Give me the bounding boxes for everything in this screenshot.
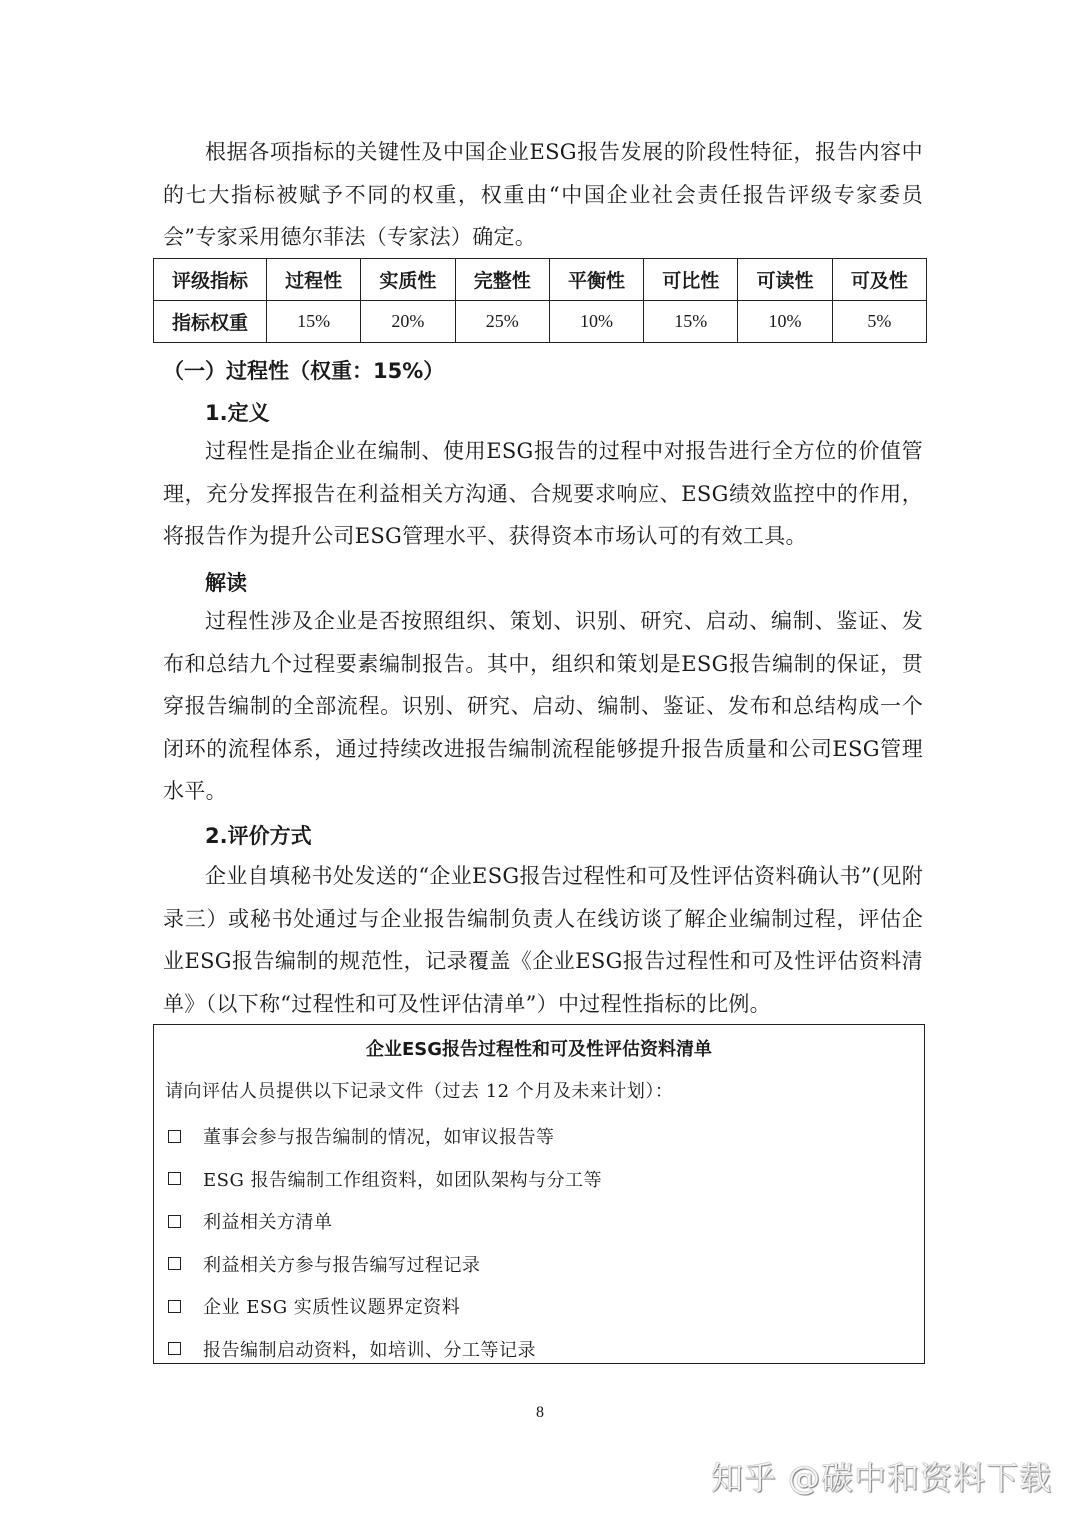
checklist-item <box>165 1158 602 1201</box>
checklist-item <box>165 1200 602 1243</box>
weight-comparability: 15% <box>644 301 738 343</box>
definition-paragraph: 过程性是指企业在编制、使用ESG报告的过程中对报告进行全方位的价值管理，充分发挥报告在利益相关方沟通、合规要求响应、ESG绩效监控中的作用，将报告作为提升公司ESG管理水平、获得资本市场认可的有效工具。 <box>163 439 923 548</box>
evaluation-heading: 2.评价方式 <box>205 824 312 848</box>
col-name-materiality: 实质性 <box>361 259 455 301</box>
checklist-item <box>165 1115 602 1158</box>
evaluation-paragraph: 企业自填秘书处发送的“企业ESG报告过程性和可及性评估资料确认书”(见附录三）或秘书处通过与企业报告编制负责人在线访谈了解企业编制过程，评估企业ESG报告编制的规范性，记录覆盖《企业ESG报告过程性和可及性评估资料清单》（以下称“过程性和可及性评估清单”）中过程性指标的比例。 <box>163 864 923 1016</box>
watermark: 知乎 @碳中和资料下载 <box>710 1459 1052 1497</box>
col-name-completeness: 完整性 <box>455 259 549 301</box>
header-label-cell: 评级指标 <box>154 259 267 301</box>
col-name-comparability: 可比性 <box>644 259 738 301</box>
interpretation-paragraph: 过程性涉及企业是否按照组织、策划、识别、研究、启动、编制、鉴证、发布和总结九个过程要素编制报告。其中，组织和策划是ESG报告编制的保证，贯穿报告编制的全部流程。识别、研究、启动、编制、鉴证、发布和总结构成一个闭环的流程体系，通过持续改进报告编制流程能够提升报告质量和公司ESG管理水平。 <box>163 609 923 803</box>
checklist-item <box>165 1328 602 1371</box>
checkbox-square-icon <box>168 1215 181 1228</box>
col-name-balance: 平衡性 <box>549 259 643 301</box>
weights-header-row <box>154 259 927 301</box>
weights-value-row <box>154 301 927 343</box>
checkbox-square-icon <box>168 1300 181 1313</box>
definition-heading: 1.定义 <box>205 401 270 425</box>
checklist-item-label: 董事会参与报告编制的情况，如审议报告等 <box>203 1127 555 1149</box>
weight-process: 15% <box>267 301 361 343</box>
checklist-items <box>165 1115 602 1370</box>
checklist-item-label: 利益相关方清单 <box>203 1212 333 1234</box>
checklist-item-label: 利益相关方参与报告编写过程记录 <box>203 1254 481 1276</box>
checklist-item-label: ESG 报告编制工作组资料，如团队架构与分工等 <box>203 1169 603 1191</box>
checklist-item <box>165 1285 602 1328</box>
checklist-item-label: 企业 ESG 实质性议题界定资料 <box>203 1297 461 1319</box>
row-label-cell: 指标权重 <box>154 301 267 343</box>
intro-paragraph: 根据各项指标的关键性及中国企业ESG报告发展的阶段性特征，报告内容中的七大指标被赋予不同的权重，权重由“中国企业社会责任报告评级专家委员会”专家采用德尔菲法（专家法）确定。 <box>163 140 923 249</box>
col-name-process: 过程性 <box>267 259 361 301</box>
checklist-intro: 请向评估人员提供以下记录文件（过去 12 个月及未来计划）： <box>165 1081 674 1102</box>
weight-readability: 10% <box>738 301 832 343</box>
checklist-panel <box>153 1024 925 1364</box>
weight-completeness: 25% <box>455 301 549 343</box>
col-name-accessibility: 可及性 <box>832 259 926 301</box>
weight-accessibility: 5% <box>832 301 926 343</box>
checkbox-square-icon <box>168 1130 181 1143</box>
weight-materiality: 20% <box>361 301 455 343</box>
checkbox-square-icon <box>168 1257 181 1270</box>
checklist-item <box>165 1243 602 1286</box>
checkbox-square-icon <box>168 1342 181 1355</box>
checklist-title: 企业ESG报告过程性和可及性评估资料清单 <box>365 1039 713 1060</box>
checklist-item-label: 报告编制启动资料，如培训、分工等记录 <box>203 1339 536 1361</box>
checkbox-square-icon <box>168 1172 181 1185</box>
page-number: 8 <box>536 1404 544 1421</box>
weight-balance: 10% <box>549 301 643 343</box>
weights-table <box>153 258 927 343</box>
section-title: （一）过程性（权重：15%） <box>163 359 445 383</box>
interpretation-heading: 解读 <box>205 571 247 595</box>
col-name-readability: 可读性 <box>738 259 832 301</box>
